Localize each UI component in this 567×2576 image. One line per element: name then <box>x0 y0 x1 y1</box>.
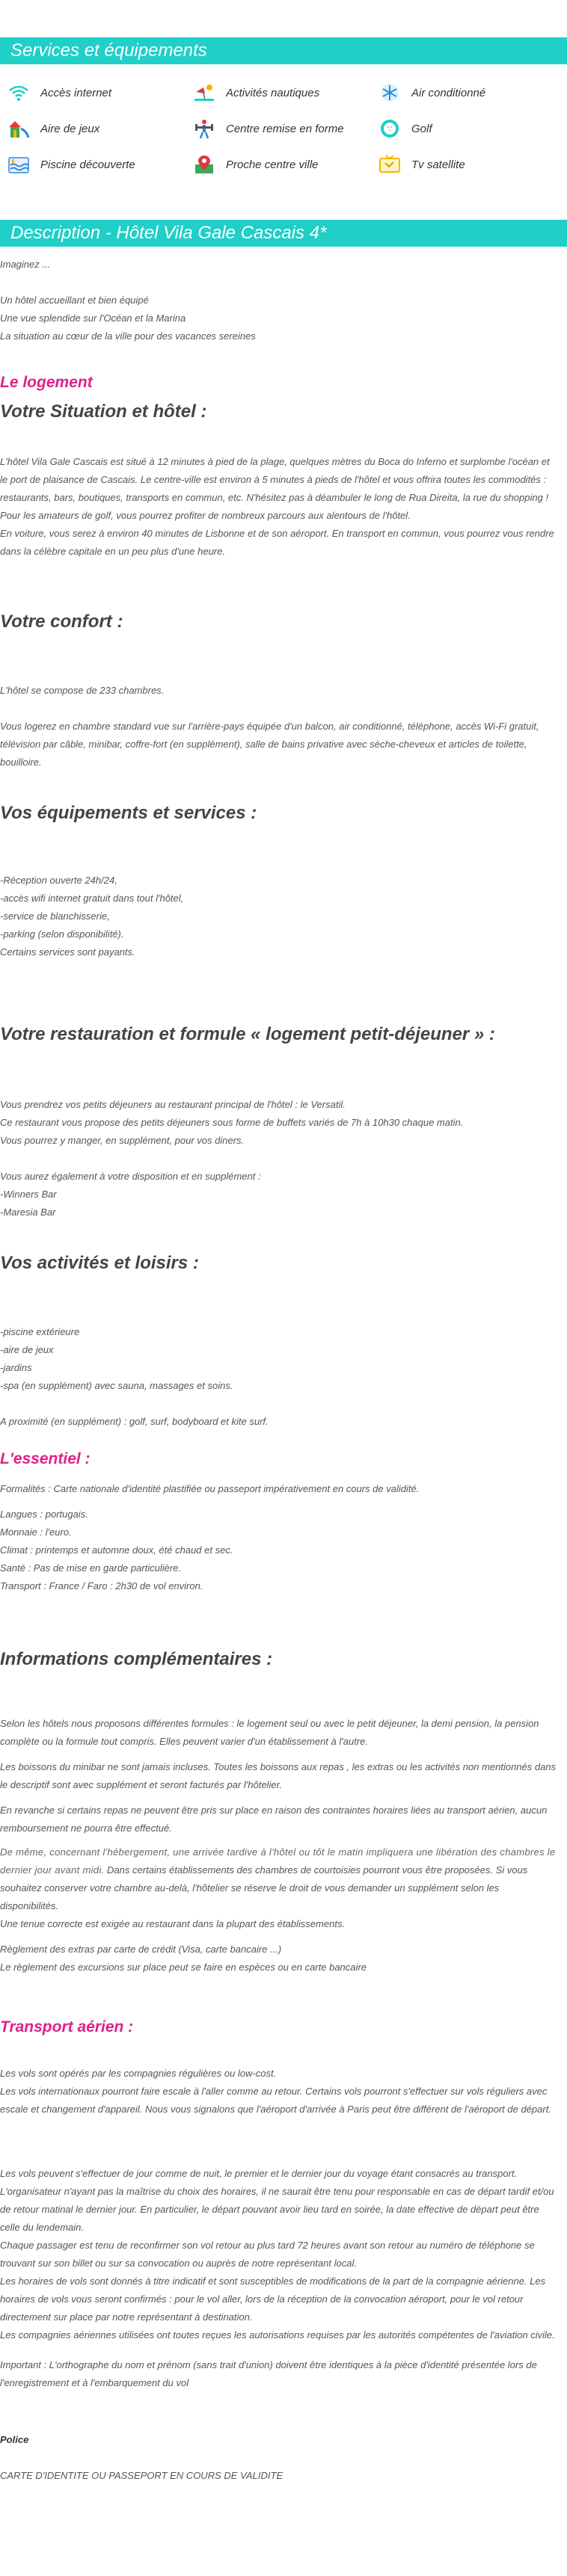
service-label: Aire de jeux <box>40 122 100 135</box>
service-label: Piscine découverte <box>40 158 135 171</box>
service-label: Accès internet <box>40 86 112 99</box>
service-item <box>6 114 99 144</box>
fitness-icon <box>191 117 217 140</box>
service-item <box>191 150 318 179</box>
description-title: Description - Hôtel Vila Gale Cascais 4* <box>10 223 327 243</box>
service-label: Activités nautiques <box>226 86 320 99</box>
police-text: CARTE D'IDENTITE OU PASSEPORT EN COURS DE VALIDITE <box>0 2470 284 2481</box>
service-item <box>6 150 135 179</box>
info-title: Informations complémentaires : <box>0 1649 273 1669</box>
transport-text-1: Les vols sont opérés par les compagnies régulières ou low-cost. Les vols internationaux pourront faire escale à l'aller comme au retour. Certains vols pourront s'effectuer sur vols réguliers avec escale et changement d'appareil. Nous vous signalons que l'aéroport d'arrivée à Paris peut être différent de l'aéroport de départ. <box>0 2068 551 2115</box>
golf-icon <box>377 117 402 140</box>
situation-text: L'hôtel Vila Gale Cascais est situé à 12 minutes à pied de la plage, quelques mètres du Boca do Inferno et surplombe l'océan et le port de plaisance de Cascais. Le centre-ville est environ à 5 minutes à pieds de l'hôtel et vous offrira toutes les commodités : restaurants, bars, boutiques, transports en commun, etc. N'hésitez pas à déambuler le long de Rua Direita, la rue du shopping ! Pour les amateurs de golf, vous pourrez profiter de nombreux parcours aux alentours de l'hôtel. En voiture, vous serez à environ 40 minutes de Lisbonne et de son aéroport. En transport en commun, vous pourrez vous rendre dans la célèbre capitale en un peu plus d'une heure. <box>0 456 554 557</box>
intro-text: Imaginez ... Un hôtel accueillant et bien équipé Une vue splendide sur l'Océan et la Marina La situation au cœur de la ville pour des vacances sereines <box>0 259 256 342</box>
service-item <box>6 78 111 108</box>
confort-title: Votre confort : <box>0 611 123 632</box>
service-label: Proche centre ville <box>226 158 319 171</box>
situation-title: Votre Situation et hôtel : <box>0 401 207 422</box>
service-item <box>191 78 319 108</box>
police-title: Police <box>0 2434 29 2445</box>
activites-text: -piscine extérieure -aire de jeux -jardins -spa (en supplément) avec sauna, massages et soins. A proximité (en supplément) : golf, surf, bodyboard et kite surf. <box>0 1326 269 1427</box>
service-label: Golf <box>411 122 432 135</box>
wifi-icon <box>6 81 31 104</box>
services-header <box>0 37 567 64</box>
logement-title: Le logement <box>0 374 93 391</box>
restauration-title: Votre restauration et formule « logement petit-déjeuner » : <box>0 1024 495 1044</box>
snowflake-icon <box>377 81 402 104</box>
city-pin-icon <box>191 153 217 176</box>
transport-text-2: Les vols peuvent s'effectuer de jour comme de nuit, le premier et le dernier jour du voyage étant consacrés au transport. L'organisateur n'ayant pas la maîtrise du choix des horaires, il ne saurait être tenu pour responsable en cas de départ tardif et/ou de retour matinal le dernier jour. En particulier, le départ pouvant avoir lieu tard en soirée, la date effective de départ peut être celle du lendemain. Chaque passager est tenu de reconfirmer son vol retour au plus tard 72 heures avant son retour au numéro de téléphone se trouvant sur son billet ou sur sa convocation ou auprès de notre représentant local. Les horaires de vols sont donnés à titre indicatif et sont susceptibles de modifications de la part de la compagnie aérienne. Les horaires de vols vous seront confirmés : pour le vol aller, lors de la réception de la convocation aéroport, pour le vol retour directement sur place par notre représentant à destination. Les compagnies aériennes utilisées ont toutes reçues les autorisations requises par les autorités compétentes de l'aviation civile. <box>0 2168 555 2341</box>
confort-text: L'hôtel se compose de 233 chambres. Vous logerez en chambre standard vue sur l'arrière-pays équipée d'un balcon, air conditionné, téléphone, accès Wi-Fi gratuit, télévision par câble, minibar, coffre-fort (en supplément), salle de bains privative avec sèche-cheveux et articles de toilette, bouilloire. <box>0 685 539 768</box>
service-item <box>191 114 344 144</box>
info-text: Selon les hôtels nous proposons différentes formules : le logement seul ou avec le petit déjeuner, la demi pension, la pension complète ou la formule tout compris. Elles peuvent varier d'un établissement à l'autre. Les boissons du minibar ne sont jamais incluses. Toutes les boissons aux repas , les extras ou les activités non mentionnés dans le descriptif sont avec supplément et seront facturés par l'hôtelier. En revanche si certains repas ne peuvent être pris sur place en raison des contraintes horaires liées au transport aérien, aucun remboursement ne pourra être effectué. De même, concernant l'hébergement, une arrivée tardive à l'hôtel ou tôt le matin impliquera une libération des chambres le dernier jour avant midi. Dans certains établissements des chambres de courtoisies pourront vous être proposées. Si vous souhaitez conserver votre chambre au-delà, l'hôtelier se réserve le droit de vous demander un supplément selon les disponibilités. Une tenue correcte est exigée au restaurant dans la plupart des établissements. Règlement des extras par carte de crédit (Visa, carte bancaire ...) Le règlement des excursions sur place peut se faire en espèces ou en carte bancaire <box>0 1718 557 1973</box>
transport-title: Transport aérien : <box>0 2018 134 2036</box>
service-item <box>377 150 465 179</box>
essentiel-text: Formalités : Carte nationale d'identité plastifiée ou passeport impérativement en cours de validité. Langues : portugais. Monnaie : l'euro. Climat : printemps et automne doux, été chaud et sec. Santé : Pas de mise en garde particulière. Transport : France / Faro : 2h30 de vol environ. <box>0 1483 420 1591</box>
equipements-title: Vos équipements et services : <box>0 803 257 823</box>
description-header <box>0 220 567 247</box>
service-item <box>377 114 432 144</box>
service-label: Air conditionné <box>411 86 486 99</box>
tv-icon <box>377 153 402 176</box>
equipements-text: -Réception ouverte 24h/24, -accès wifi internet gratuit dans tout l'hôtel, -service de blanchisserie, -parking (selon disponibilité). Certains services sont payants. <box>0 875 184 958</box>
services-title: Services et équipements <box>10 40 207 61</box>
service-label: Tv satellite <box>411 158 465 171</box>
activites-title: Vos activités et loisirs : <box>0 1253 199 1273</box>
service-item <box>377 78 485 108</box>
service-label: Centre remise en forme <box>226 122 344 135</box>
essentiel-title: L'essentiel : <box>0 1450 91 1467</box>
pool-icon <box>6 153 31 176</box>
restauration-text: Vous prendrez vos petits déjeuners au restaurant principal de l'hôtel : le Versatil. Ce restaurant vous propose des petits déjeuners sous forme de buffets variés de 7h à 10h30 chaque matin. Vous pourrez y manger, en supplément, pour vos diners. Vous aurez également à votre disposition et en supplément : -Winners Bar -Maresia Bar <box>0 1099 464 1218</box>
playground-icon <box>6 117 31 140</box>
beach-icon <box>191 81 217 104</box>
transport-important: Important : L'orthographe du nom et prénom (sans trait d'union) doivent être identiques à la pièce d'identité présentée lors de l'enregistrement et à l'embarquement du vol <box>0 2359 537 2388</box>
